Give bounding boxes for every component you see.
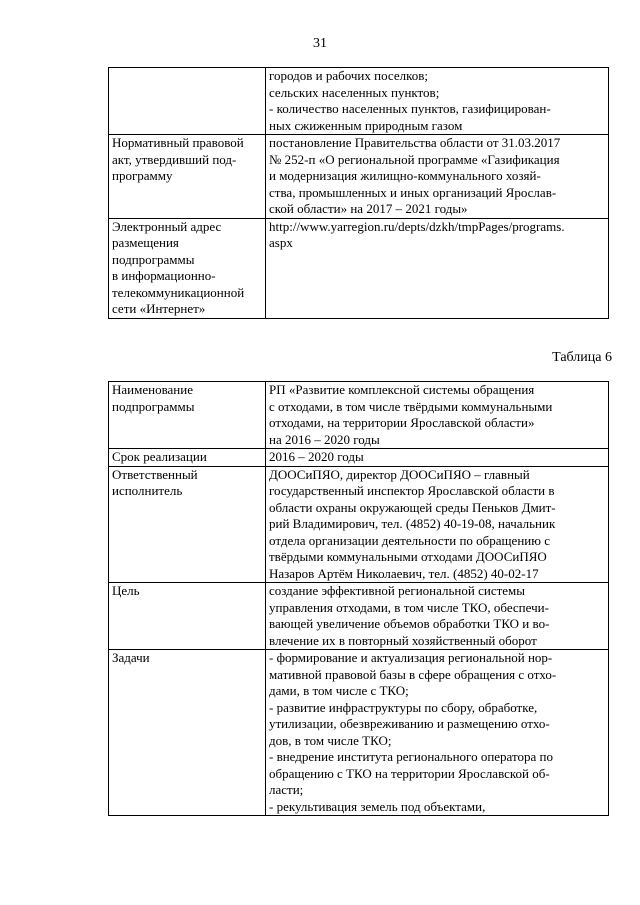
- row-value: 2016 – 2020 годы: [266, 449, 609, 467]
- row-label: Цель: [109, 583, 266, 650]
- row-label: Ответственный исполнитель: [109, 466, 266, 583]
- page-number: 31: [313, 36, 327, 51]
- row-label: Срок реализации: [109, 449, 266, 467]
- table-caption: Таблица 6: [552, 350, 612, 365]
- row-label: Электронный адрес размещения подпрограммы в информационно- телекоммуникационной сети «Интернет»: [109, 218, 266, 318]
- table-row: [109, 218, 609, 318]
- row-value: РП «Развитие комплексной системы обращения с отходами, в том числе твёрдыми коммунальными отходами, на территории Ярославской области» на 2016 – 2020 годы: [266, 382, 609, 449]
- table-row: [109, 466, 609, 583]
- row-value: постановление Правительства области от 31.03.2017 № 252-п «О региональной программе «Газификация и модернизация жилищно-коммунального хозяй- ства, промышленных и иных организаций Ярослав- ской области» на 2017 – 2021 годы»: [266, 135, 609, 219]
- table-row: [109, 650, 609, 816]
- row-label: Наименование подпрограммы: [109, 382, 266, 449]
- row-value: городов и рабочих поселков; сельских населенных пунктов; - количество населенных пунктов, газифицирован- ных сжиженным природным газом: [266, 68, 609, 135]
- row-label: Нормативный правовой акт, утвердивший под- программу: [109, 135, 266, 219]
- table-row: [109, 583, 609, 650]
- row-value: - формирование и актуализация региональной нор- мативной правовой базы в сфере обращения с отхо- дами, в том числе с ТКО; - развитие инфраструктуры по сбору, обработке, утилизации, обезвреживанию и размещению отхо- дов, в том числе ТКО; - внедрение института регионального оператора по обращению с ТКО на территории Ярославской об- ласти; - рекультивация земель под объектами,: [266, 650, 609, 816]
- row-value: создание эффективной региональной системы управления отходами, в том числе ТКО, обеспечи- вающей увеличение объемов обработки ТКО и во- влечение их в повторный хозяйственный оборот: [266, 583, 609, 650]
- table-row: [109, 135, 609, 219]
- table-row: [109, 382, 609, 449]
- row-value: ДООСиПЯО, директор ДООСиПЯО – главный государственный инспектор Ярославской области в области охраны окружающей среды Пеньков Дмит- рий Владимирович, тел. (4852) 40-19-08, начальник отдела организации деятельности по обращению с твёрдыми коммунальными отходами ДООСиПЯО Назаров Артём Николаевич, тел. (4852) 40-02-17: [266, 466, 609, 583]
- row-label: Задачи: [109, 650, 266, 816]
- table-row: [109, 449, 609, 467]
- table-program-details-continued: [108, 67, 609, 319]
- table-row: [109, 68, 609, 135]
- row-label: [109, 68, 266, 135]
- table-subprogram-passport: [108, 381, 609, 816]
- row-value: http://www.yarregion.ru/depts/dzkh/tmpPages/programs. aspx: [266, 218, 609, 318]
